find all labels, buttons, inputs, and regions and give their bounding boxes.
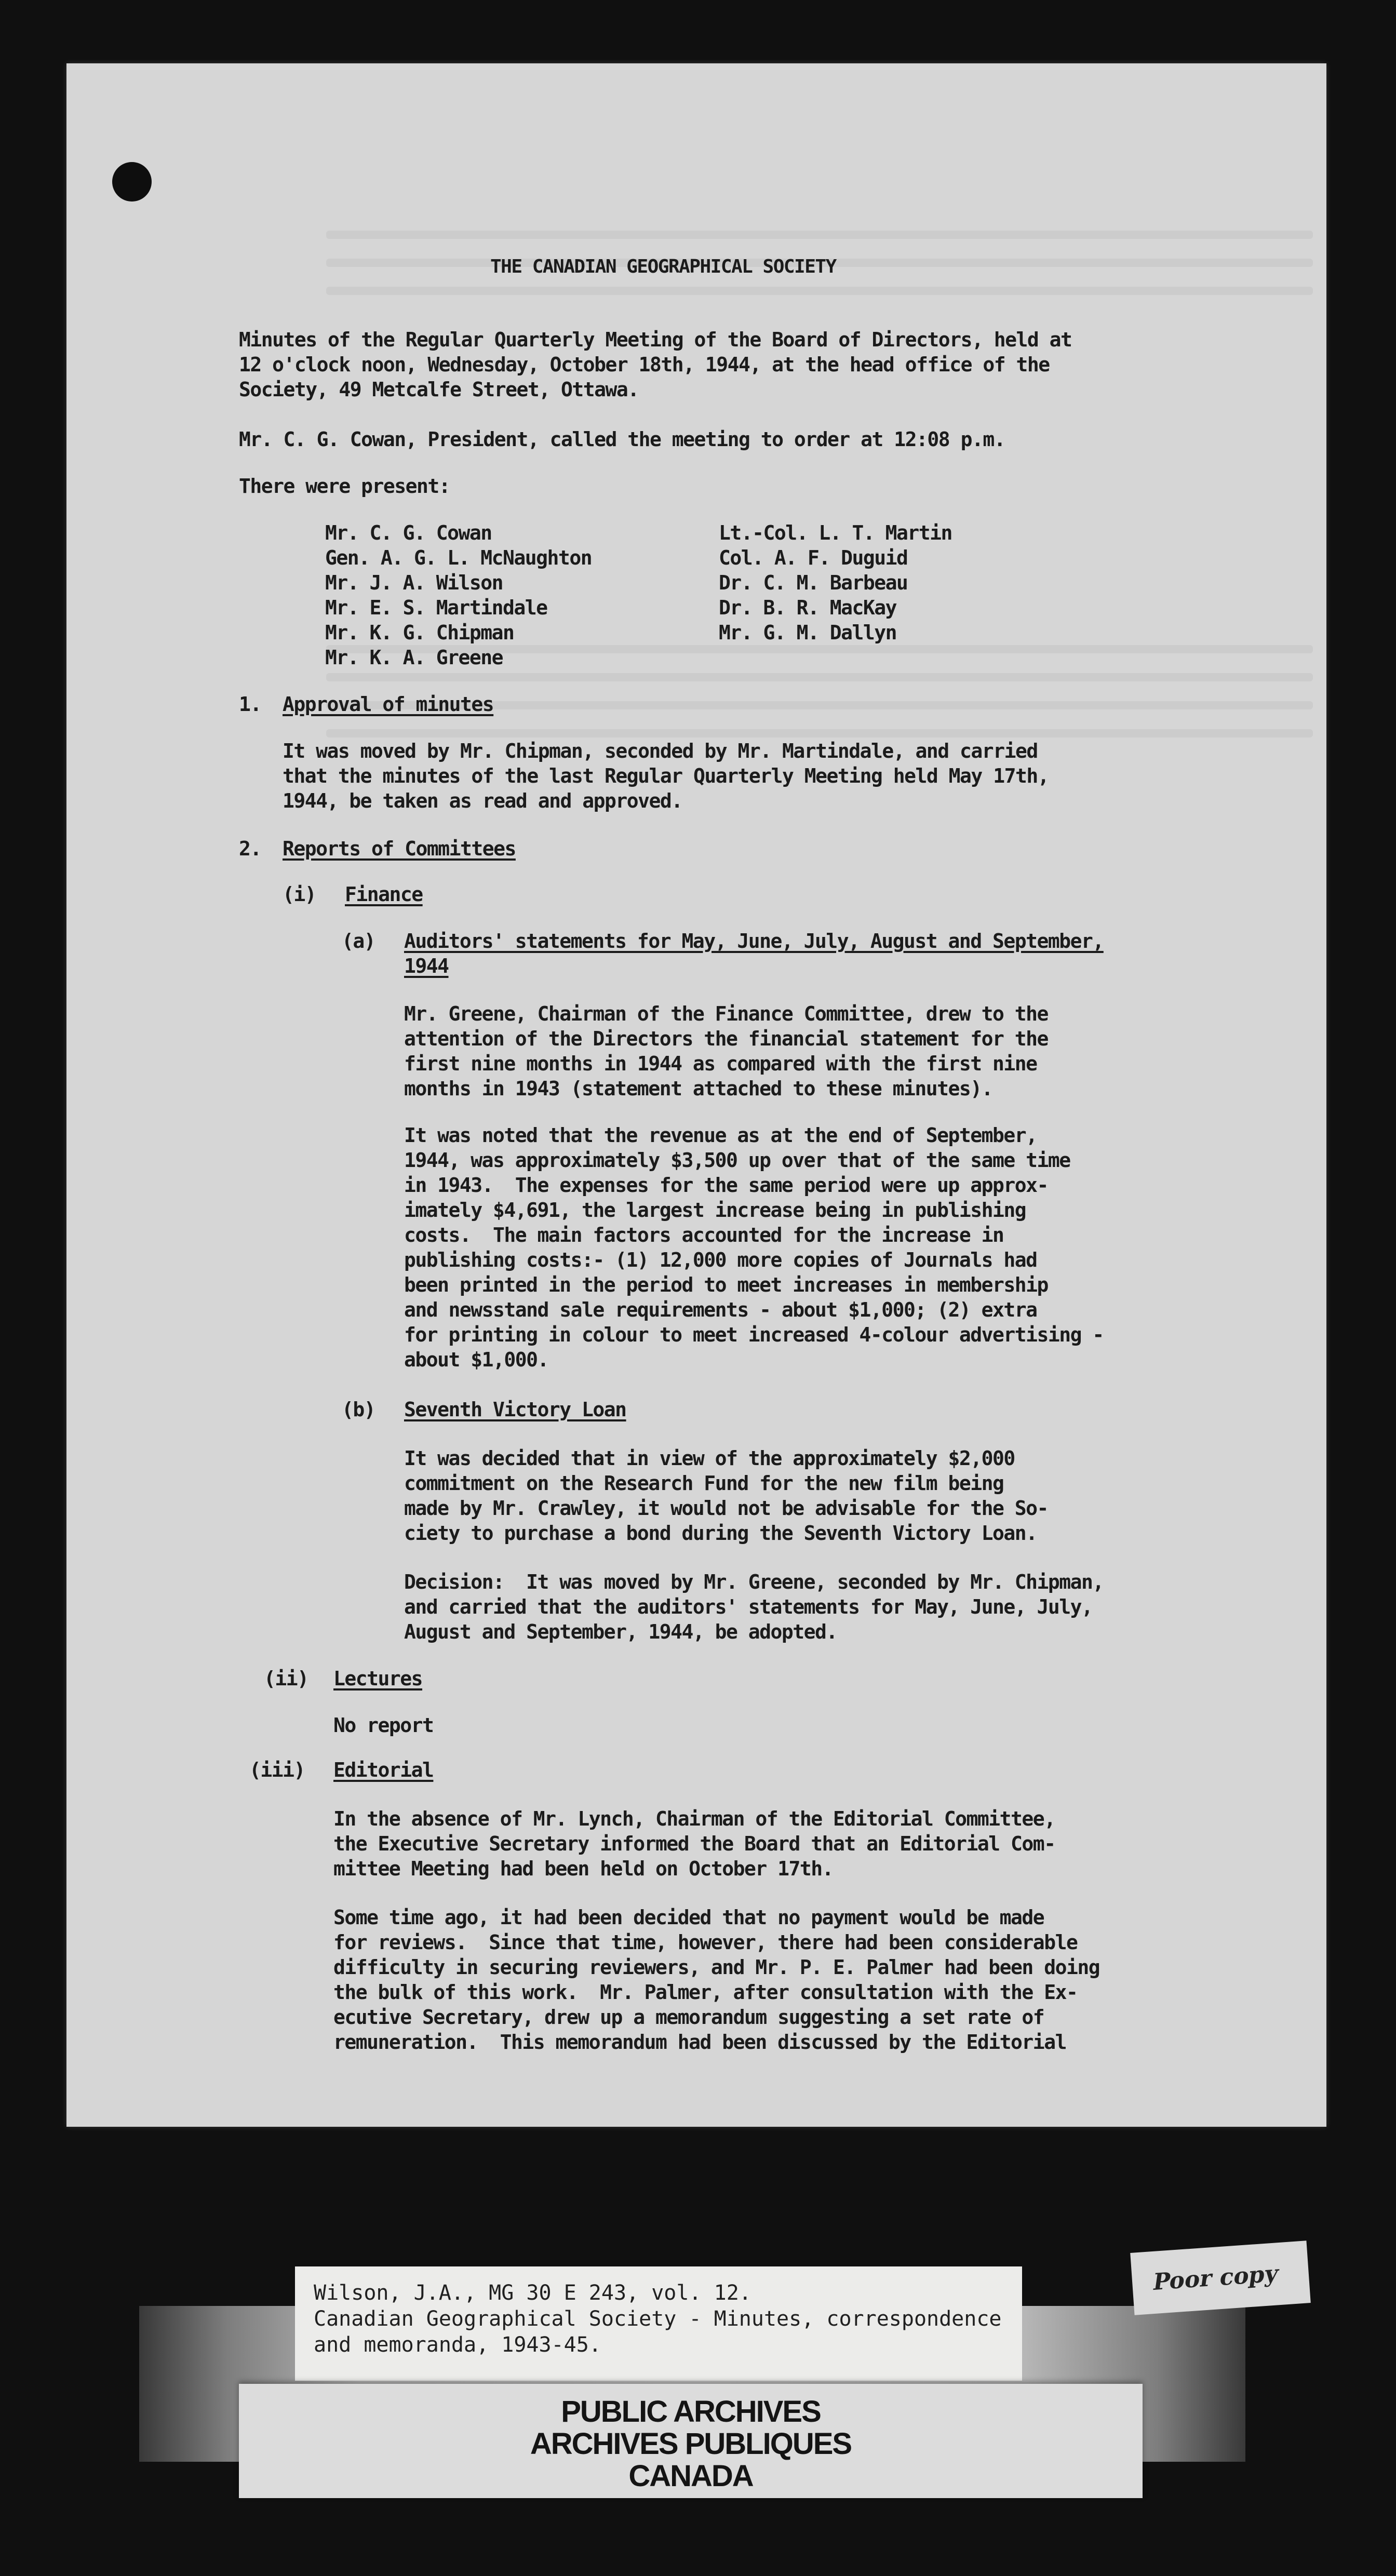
handwritten-note xyxy=(1130,2240,1311,2315)
paragraph-line: the Executive Secretary informed the Board that an Editorial Com- xyxy=(333,1832,1055,1855)
paragraph-line: and newsstand sale requirements - about $1,000; (2) extra xyxy=(404,1298,1037,1321)
attendee: Mr. K. G. Chipman xyxy=(325,621,514,644)
stamp-line: CANADA xyxy=(628,2459,753,2493)
section-number: 2. xyxy=(239,837,261,860)
subsection-heading: Lectures xyxy=(333,1667,423,1690)
subsection-marker: (iii) xyxy=(249,1759,305,1781)
paragraph-line: mittee Meeting had been held on October 17th. xyxy=(333,1857,834,1880)
archive-reference-label xyxy=(295,2266,1022,2381)
public-archives-stamp xyxy=(239,2384,1143,2498)
paragraph-line: It was noted that the revenue as at the end of September, xyxy=(404,1124,1037,1147)
archive-label-line: Wilson, J.A., MG 30 E 243, vol. 12. xyxy=(314,2281,751,2305)
paragraph-line: that the minutes of the last Regular Quarterly Meeting held May 17th, xyxy=(283,764,1049,787)
paragraph-line: 1944, was approximately $3,500 up over that of the same time xyxy=(404,1149,1070,1172)
call-to-order: Mr. C. G. Cowan, President, called the meeting to order at 12:08 p.m. xyxy=(239,428,1005,451)
attendee: Dr. C. M. Barbeau xyxy=(719,571,908,594)
subsection-heading: Finance xyxy=(345,883,423,906)
attendee: Mr. G. M. Dallyn xyxy=(719,621,897,644)
section-heading: Approval of minutes xyxy=(283,693,494,716)
paragraph-line: In the absence of Mr. Lynch, Chairman of the Editorial Committee, xyxy=(333,1807,1055,1830)
item-marker: (a) xyxy=(342,930,375,952)
item-heading: Auditors' statements for May, June, July, August and September, xyxy=(404,930,1104,952)
handwritten-note-text: Poor copy xyxy=(1151,2260,1280,2296)
paragraph-line: remuneration. This memorandum had been discussed by the Editorial xyxy=(333,2031,1066,2054)
archive-label-line: Canadian Geographical Society - Minutes, correspondence xyxy=(314,2307,1002,2331)
paragraph-line: It was moved by Mr. Chipman, seconded by Mr. Martindale, and carried xyxy=(283,740,1038,762)
attendee: Mr. J. A. Wilson xyxy=(325,571,503,594)
paragraph-line: the bulk of this work. Mr. Palmer, after consultation with the Ex- xyxy=(333,1981,1078,2004)
paragraph-line: for reviews. Since that time, however, there had been considerable xyxy=(333,1931,1078,1954)
paragraph-line: imately $4,691, the largest increase being in publishing xyxy=(404,1199,1026,1222)
paragraph-line: Some time ago, it had been decided that no payment would be made xyxy=(333,1906,1044,1929)
stamp-line: PUBLIC ARCHIVES xyxy=(561,2395,821,2429)
paragraph-line: about $1,000. xyxy=(404,1348,548,1371)
item-marker: (b) xyxy=(342,1398,375,1421)
subsection-marker: (i) xyxy=(283,883,316,906)
stamp-line: ARCHIVES PUBLIQUES xyxy=(530,2427,852,2461)
paragraph-line: No report xyxy=(333,1714,434,1737)
item-heading: 1944 xyxy=(404,955,449,977)
paragraph-line: costs. The main factors accounted for the increase in xyxy=(404,1224,1004,1246)
intro-line: Minutes of the Regular Quarterly Meeting of the Board of Directors, held at xyxy=(239,328,1072,351)
archive-label-line: and memoranda, 1943-45. xyxy=(314,2333,601,2357)
minutes-text xyxy=(66,63,1326,2127)
attendee: Dr. B. R. MacKay xyxy=(719,596,897,619)
paragraph-line: publishing costs:- (1) 12,000 more copies of Journals had xyxy=(404,1249,1037,1271)
paragraph-line: ecutive Secretary, drew up a memorandum suggesting a set rate of xyxy=(333,2006,1044,2029)
paragraph-line: It was decided that in view of the approximately $2,000 xyxy=(404,1447,1015,1470)
attendee: Col. A. F. Duguid xyxy=(719,546,908,569)
decision-line: and carried that the auditors' statements for May, June, July, xyxy=(404,1595,1093,1618)
paragraph-line: Mr. Greene, Chairman of the Finance Committee, drew to the xyxy=(404,1002,1048,1025)
paragraph-line: difficulty in securing reviewers, and Mr. P. E. Palmer had been doing xyxy=(333,1956,1100,1979)
paragraph-line: made by Mr. Crawley, it would not be advisable for the So- xyxy=(404,1497,1048,1520)
intro-line: 12 o'clock noon, Wednesday, October 18th, 1944, at the head office of the xyxy=(239,353,1050,376)
paragraph-line: ciety to purchase a bond during the Seventh Victory Loan. xyxy=(404,1522,1037,1545)
document-title: THE CANADIAN GEOGRAPHICAL SOCIETY xyxy=(490,256,836,277)
paragraph-line: first nine months in 1944 as compared with the first nine xyxy=(404,1052,1037,1075)
decision-line: August and September, 1944, be adopted. xyxy=(404,1620,837,1643)
paragraph-line: 1944, be taken as read and approved. xyxy=(283,789,682,812)
item-heading: Seventh Victory Loan xyxy=(404,1398,626,1421)
document-page xyxy=(66,63,1326,2127)
attendee: Gen. A. G. L. McNaughton xyxy=(325,546,592,569)
paragraph-line: for printing in colour to meet increased 4-colour advertising - xyxy=(404,1323,1104,1346)
intro-line: Society, 49 Metcalfe Street, Ottawa. xyxy=(239,378,639,401)
attendee: Lt.-Col. L. T. Martin xyxy=(719,521,952,544)
subsection-heading: Editorial xyxy=(333,1759,434,1781)
attendee: Mr. C. G. Cowan xyxy=(325,521,492,544)
paragraph-line: attention of the Directors the financial statement for the xyxy=(404,1027,1048,1050)
attendee: Mr. K. A. Greene xyxy=(325,646,503,669)
attendee: Mr. E. S. Martindale xyxy=(325,596,547,619)
paragraph-line: commitment on the Research Fund for the new film being xyxy=(404,1472,1004,1495)
paragraph-line: in 1943. The expenses for the same period were up approx- xyxy=(404,1174,1048,1197)
paragraph-line: been printed in the period to meet increases in membership xyxy=(404,1273,1048,1296)
paragraph-line: months in 1943 (statement attached to these minutes). xyxy=(404,1077,993,1100)
section-heading: Reports of Committees xyxy=(283,837,516,860)
subsection-marker: (ii) xyxy=(264,1667,308,1690)
present-heading: There were present: xyxy=(239,475,450,498)
section-number: 1. xyxy=(239,693,261,716)
decision-line: Decision: It was moved by Mr. Greene, seconded by Mr. Chipman, xyxy=(404,1571,1104,1593)
